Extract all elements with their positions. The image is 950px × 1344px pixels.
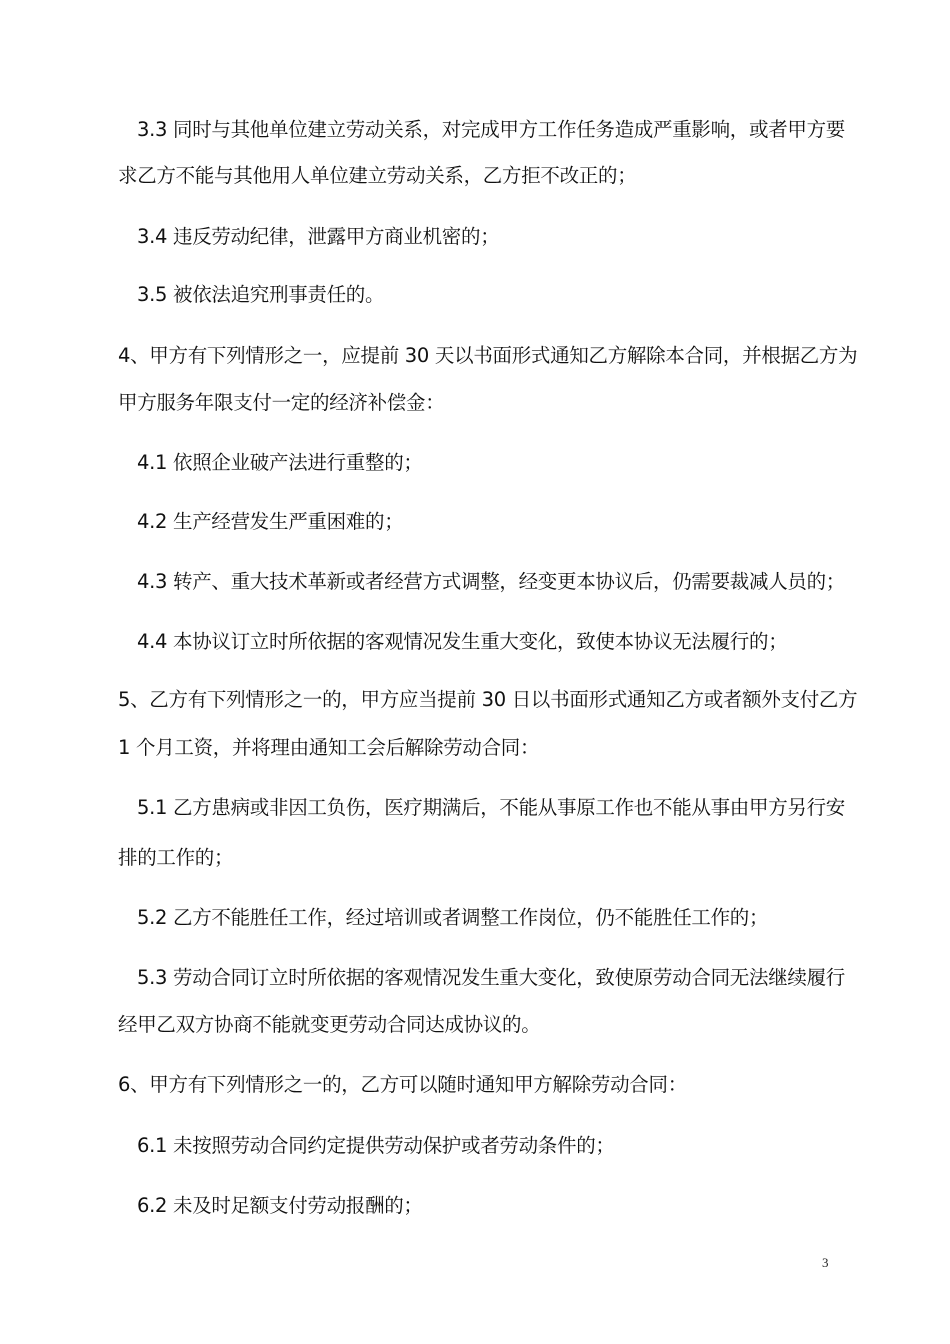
page-number: 3 (822, 1255, 829, 1270)
text-line: 4、甲方有下列情形之一，应提前 30 天以书面形式通知乙方解除本合同，并根据乙方为 (118, 344, 858, 367)
text-line: 4.4 本协议订立时所依据的客观情况发生重大变化，致使本协议无法履行的； (137, 630, 788, 653)
text-line: 经甲乙双方协商不能就变更劳动合同达成协议的。 (118, 1013, 541, 1036)
text-line: 5、乙方有下列情形之一的，甲方应当提前 30 日以书面形式通知乙方或者额外支付乙方 (118, 688, 858, 711)
text-line: 5.2 乙方不能胜任工作，经过培训或者调整工作岗位，仍不能胜任工作的； (137, 906, 769, 929)
text-line: 3.5 被依法追究刑事责任的。 (137, 283, 385, 306)
text-line: 4.1 依照企业破产法进行重整的； (137, 451, 423, 474)
text-line: 5.3 劳动合同订立时所依据的客观情况发生重大变化，致使原劳动合同无法继续履行 (137, 966, 846, 989)
text-line: 4.2 生产经营发生严重困难的； (137, 510, 404, 533)
text-line: 3.3 同时与其他单位建立劳动关系，对完成甲方工作任务造成严重影响，或者甲方要 (137, 118, 846, 141)
text-line: 6.1 未按照劳动合同约定提供劳动保护或者劳动条件的； (137, 1134, 615, 1157)
text-line: 5.1 乙方患病或非因工负伤，医疗期满后，不能从事原工作也不能从事由甲方另行安 (137, 796, 846, 819)
text-line: 6.2 未及时足额支付劳动报酬的； (137, 1194, 423, 1217)
text-line: 1 个月工资，并将理由通知工会后解除劳动合同： (118, 736, 540, 759)
text-line: 排的工作的； (118, 846, 234, 869)
text-line: 3.4 违反劳动纪律，泄露甲方商业机密的； (137, 225, 500, 248)
text-line: 6、甲方有下列情形之一的，乙方可以随时通知甲方解除劳动合同： (118, 1073, 687, 1096)
text-line: 甲方服务年限支付一定的经济补偿金： (118, 391, 445, 414)
text-line: 4.3 转产、重大技术革新或者经营方式调整，经变更本协议后，仍需要裁减人员的； (137, 570, 846, 593)
text-line: 求乙方不能与其他用人单位建立劳动关系，乙方拒不改正的； (118, 164, 637, 187)
